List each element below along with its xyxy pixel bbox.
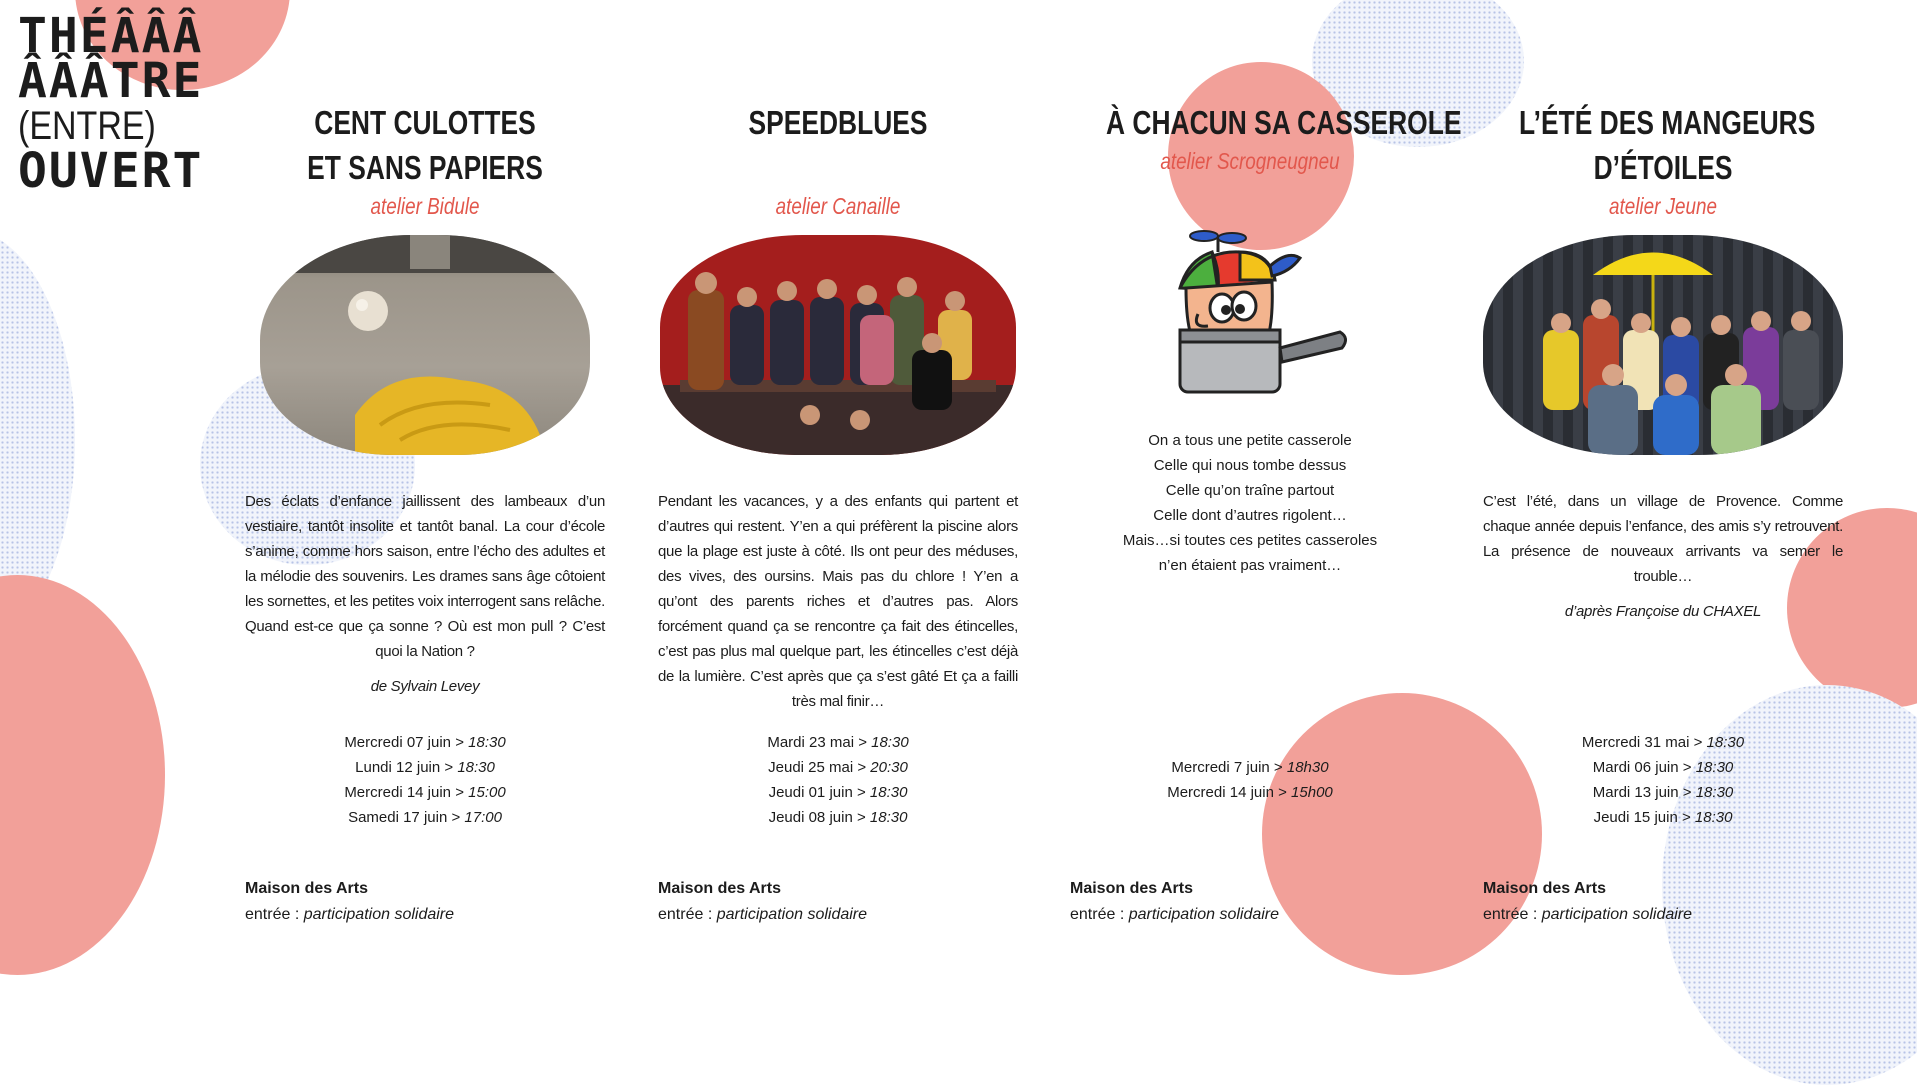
show-description	[658, 489, 1018, 710]
entry-value: participation solidaire	[716, 906, 868, 923]
logo-line: OUVERT	[18, 143, 204, 199]
date-time: 18:30	[1695, 759, 1734, 776]
show-description	[1070, 428, 1430, 608]
date-time: 18h30	[1286, 759, 1329, 776]
date-day: Jeudi 08 juin >	[768, 809, 866, 826]
date-time: 18:30	[869, 809, 908, 826]
description-text: Des éclats d’enfance jaillissent des lambeaux d’un vestiaire, tantôt insolite et tantôt banal. La cour d’école s’anime, comme hors saison, entre l’écho des adultes et la mélodie des souvenirs. Les drames sans âge côtoient les sornettes, et les petites voix interrogent sans relâche. Quand est-ce que ça sonne ? Où est mon pull ? C’est quoi la Nation ?	[245, 493, 605, 660]
date-day: Mercredi 07 juin >	[344, 734, 464, 751]
entry-label: entrée :	[1483, 906, 1538, 923]
poem-line: Mais…si toutes ces petites casseroles	[1122, 532, 1378, 549]
show-title	[281, 100, 569, 190]
show-card	[1483, 100, 1843, 923]
festival-logo	[18, 8, 204, 199]
title-line: D’ÉTOILES	[1593, 149, 1733, 186]
venue-info	[1483, 876, 1843, 928]
entry-info	[658, 902, 1018, 928]
date-row	[658, 755, 1018, 780]
logo-line: ÂÂÂTRE	[18, 53, 204, 109]
teens-with-umbrella-photo	[1483, 235, 1843, 455]
poem-line: Celle qu’on traîne partout	[1165, 482, 1335, 499]
title-line: À CHACUN SA CASSEROLE	[1106, 104, 1462, 141]
date-time: 15:00	[468, 784, 506, 801]
date-row	[1070, 780, 1430, 805]
group-of-kids-photo	[660, 235, 1016, 455]
show-dates	[658, 730, 1018, 830]
show-description	[245, 489, 605, 695]
date-row	[245, 755, 605, 780]
date-time: 18:30	[1694, 809, 1733, 826]
entry-info	[1483, 902, 1843, 928]
entry-label: entrée :	[1070, 906, 1125, 923]
logo-line: THÉÂÂÂ	[18, 8, 204, 64]
workshop-name: atelier Canaille	[775, 193, 901, 219]
entry-value: participation solidaire	[1541, 906, 1693, 923]
date-day: Mardi 13 juin >	[1592, 784, 1692, 801]
author-credit: d’après Françoise du CHAXEL	[1564, 603, 1762, 620]
workshop-name: atelier Scrogneugneu	[1160, 148, 1340, 174]
date-time: 18:30	[1706, 734, 1745, 751]
date-day: Mercredi 14 juin >	[344, 784, 464, 801]
date-time: 17:00	[464, 809, 502, 826]
venue-info	[245, 876, 605, 928]
entry-label: entrée :	[245, 906, 300, 923]
date-day: Mardi 06 juin >	[1592, 759, 1692, 776]
venue-name: Maison des Arts	[658, 880, 781, 897]
date-row	[658, 730, 1018, 755]
show-card	[245, 100, 605, 923]
poem-line: Celle qui nous tombe dessus	[1153, 457, 1347, 474]
ball-and-sweater-photo	[260, 235, 590, 455]
date-day: Samedi 17 juin >	[348, 809, 461, 826]
title-line: L’ÉTÉ DES MANGEURS	[1519, 104, 1816, 141]
date-time: 18:30	[457, 759, 495, 776]
show-description	[1483, 489, 1843, 669]
date-time: 18:30	[468, 734, 506, 751]
logo-line: (ENTRE)	[18, 104, 156, 148]
venue-name: Maison des Arts	[1070, 880, 1193, 897]
show-dates	[245, 730, 605, 830]
entry-label: entrée :	[658, 906, 713, 923]
date-row	[1483, 805, 1843, 830]
venue-name: Maison des Arts	[245, 880, 368, 897]
title-line: SPEEDBLUES	[748, 104, 928, 141]
date-time: 20:30	[870, 759, 908, 776]
date-row	[1483, 730, 1843, 755]
show-dates	[1070, 755, 1430, 805]
poem-line: n’en étaient pas vraiment…	[1158, 557, 1342, 574]
workshop-name: atelier Bidule	[370, 193, 480, 219]
date-day: Mardi 23 mai >	[767, 734, 867, 751]
venue-name: Maison des Arts	[1483, 880, 1606, 897]
date-row	[658, 780, 1018, 805]
title-line: ET SANS PAPIERS	[307, 149, 543, 186]
date-row	[1483, 755, 1843, 780]
entry-value: participation solidaire	[303, 906, 455, 923]
show-card	[658, 100, 1018, 923]
date-day: Lundi 12 juin >	[355, 759, 454, 776]
poem-line: On a tous une petite casserole	[1148, 432, 1352, 449]
date-time: 18:30	[869, 784, 908, 801]
date-row	[1070, 755, 1430, 780]
casserole-character-illustration	[1140, 230, 1360, 410]
author-credit: de Sylvain Levey	[370, 678, 480, 695]
date-day: Jeudi 01 juin >	[768, 784, 866, 801]
date-row	[245, 780, 605, 805]
date-row	[1483, 780, 1843, 805]
decor-circle	[0, 575, 165, 975]
title-line: CENT CULOTTES	[314, 104, 536, 141]
date-row	[658, 805, 1018, 830]
venue-info	[1070, 876, 1430, 928]
entry-info	[1070, 902, 1430, 928]
date-time: 18:30	[1695, 784, 1734, 801]
show-dates	[1483, 730, 1843, 830]
date-row	[245, 805, 605, 830]
entry-info	[245, 902, 605, 928]
date-day: Jeudi 25 mai >	[768, 759, 867, 776]
show-card	[1070, 100, 1462, 923]
show-title	[694, 100, 982, 190]
date-row	[245, 730, 605, 755]
poem-line: Celle dont d’autres rigolent…	[1153, 507, 1347, 524]
workshop-name: atelier Jeune	[1608, 193, 1717, 219]
date-time: 18:30	[871, 734, 909, 751]
date-day: Mercredi 7 juin >	[1171, 759, 1283, 776]
date-day: Mercredi 14 juin >	[1167, 784, 1287, 801]
description-text: Pendant les vacances, y a des enfants qui partent et d’autres qui restent. Y’en a qui préfèrent la piscine alors que la plage est juste à côté. Ils ont peur des méduses, des vives, des oursins. Mais pas du chlore ! Y’en a qu’ont des parents riches et d’autres pas. Alors forcément quand ça se rencontre ça fait des étincelles, c’est pas plus mal quelque part, les étincelles c’est déjà de la lumière. C’est après que ça s’est gâté Et ça a failli très mal finir…	[658, 493, 1018, 710]
date-day: Mercredi 31 mai >	[1581, 734, 1703, 751]
venue-info	[658, 876, 1018, 928]
description-text: C’est l’été, dans un village de Provence. Comme chaque année depuis l’enfance, des amis s’y retrouvent. La présence de nouveaux arrivants va semer le trouble…	[1483, 493, 1843, 585]
date-time: 15h00	[1291, 784, 1333, 801]
entry-value: participation solidaire	[1128, 906, 1280, 923]
show-title	[1519, 100, 1816, 190]
date-day: Jeudi 15 juin >	[1593, 809, 1691, 826]
